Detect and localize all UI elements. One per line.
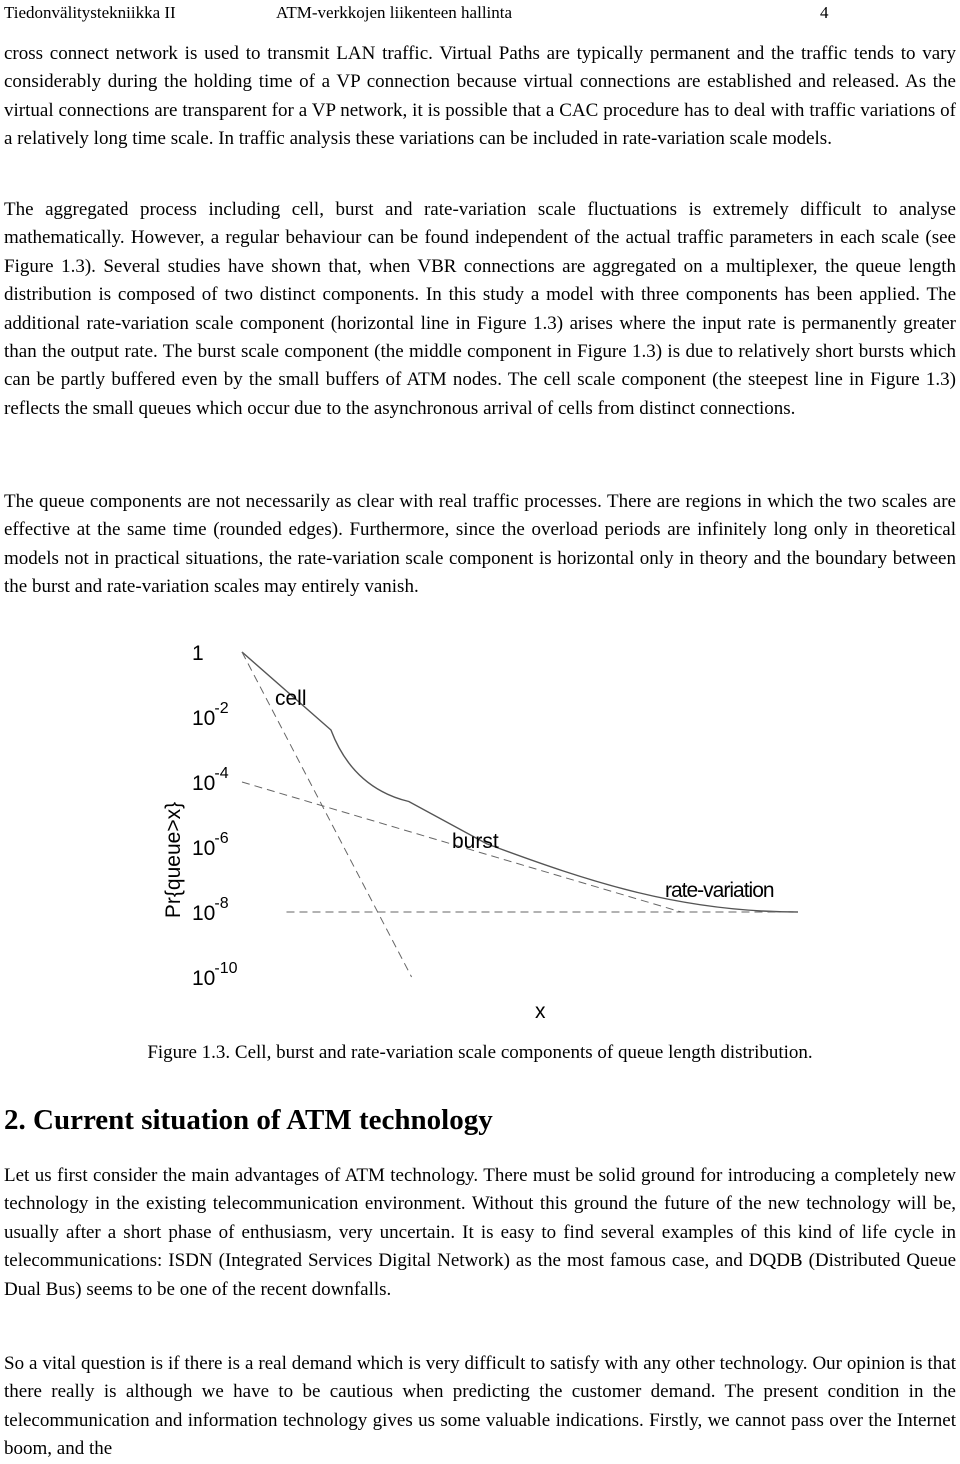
annotation-rate-variation: rate-variation [665,879,774,902]
queue-distribution-figure [150,630,810,1030]
section-heading: 2. Current situation of ATM technology [4,1104,493,1136]
header-page-number: 4 [820,3,829,22]
series-queue-distribution-curve [242,652,798,912]
paragraph-queue-components: The queue components are not necessarily as clear with real traffic processes. There are regions in which the two scales are effective at the same time (rounded edges). Furthermore, since the overload periods are infinitely long only in theoretical models not in practical situations, the rate-variation scale component is horizontal only in theory and the boundary between the burst and rate-variation scales may entirely vanish. [4,491,956,598]
y-tick-label: 10-6 [192,830,229,860]
y-tick-label: 10-2 [192,700,229,730]
annotation-cell: cell [275,687,307,710]
header-document-title: ATM-verkkojen liikenteen hallinta [276,3,513,22]
annotation-burst: burst [452,830,499,853]
page-header [4,0,956,26]
header-course-title: Tiedonvälitystekniikka II [4,3,176,22]
y-axis-label-text: Pr{queue>x} [162,801,185,919]
figure-caption: Figure 1.3. Cell, burst and rate-variation scale components of queue length distribution. [147,1042,813,1063]
y-tick-label: 1 [192,642,204,665]
plot-lines [242,652,798,977]
y-tick-label: 10-8 [192,895,229,925]
series-asymptote-line [242,652,412,977]
y-tick-label: 10-10 [192,960,238,990]
paragraph-demand-question: So a vital question is if there is a real demand which is very difficult to satisfy with any other technology. Our opinion is that there really is although we have to be cautious when predicting the customer demand. The present condition in the telecommunication and information technology gives us some valuable indications. Firstly, we cannot pass over the Internet boom, and the [4,1353,956,1460]
y-tick-labels [192,642,238,990]
queue-length-chart [150,630,810,1030]
x-axis-label: x [535,1000,546,1023]
paragraph-vp-traffic: cross connect network is used to transmit LAN traffic. Virtual Paths are typically permanent and the traffic tends to vary considerably during the holding time of a VP connection because virtual connections are established and released. As the virtual connections are transparent for a VP network, it is possible that a CAC procedure has to deal with traffic variations of a relatively long time scale. In traffic analysis these variations can be included in rate-variation scale models. [4,43,956,150]
paragraph-aggregated-process: The aggregated process including cell, burst and rate-variation scale fluctuations is extremely difficult to analyse mathematically. However, a regular behaviour can be found independent of the actual traffic parameters in each scale (see Figure 1.3). Several studies have shown that, when VBR connections are aggregated on a multiplexer, the queue length distribution is composed of two distinct components. In this study a model with three components has been applied. The additional rate-variation scale component (horizontal line in Figure 1.3) arises where the input rate is permanently greater than the output rate. The burst scale component (the middle component in Figure 1.3) is due to relatively short bursts which can be partly buffered even by the small buffers of ATM nodes. The cell scale component (the steepest line in Figure 1.3) reflects the small queues which occur due to the asynchronous arrival of cells from distinct connections. [4,199,956,419]
y-tick-label: 10-4 [192,765,229,795]
y-axis-label [162,802,185,918]
paragraph-atm-advantages: Let us first consider the main advantages of ATM technology. There must be solid ground for introducing a completely new technology in the existing telecommunication environment. Without this ground the future of the new technology will be, usually after a short phase of enthusiasm, very uncertain. It is easy to find several examples of this kind of life cycle in telecommunications: ISDN (Integrated Services Digital Network) as the most famous case, and DQDB (Distributed Queue Dual Bus) seems to be one of the recent downfalls. [4,1165,956,1300]
